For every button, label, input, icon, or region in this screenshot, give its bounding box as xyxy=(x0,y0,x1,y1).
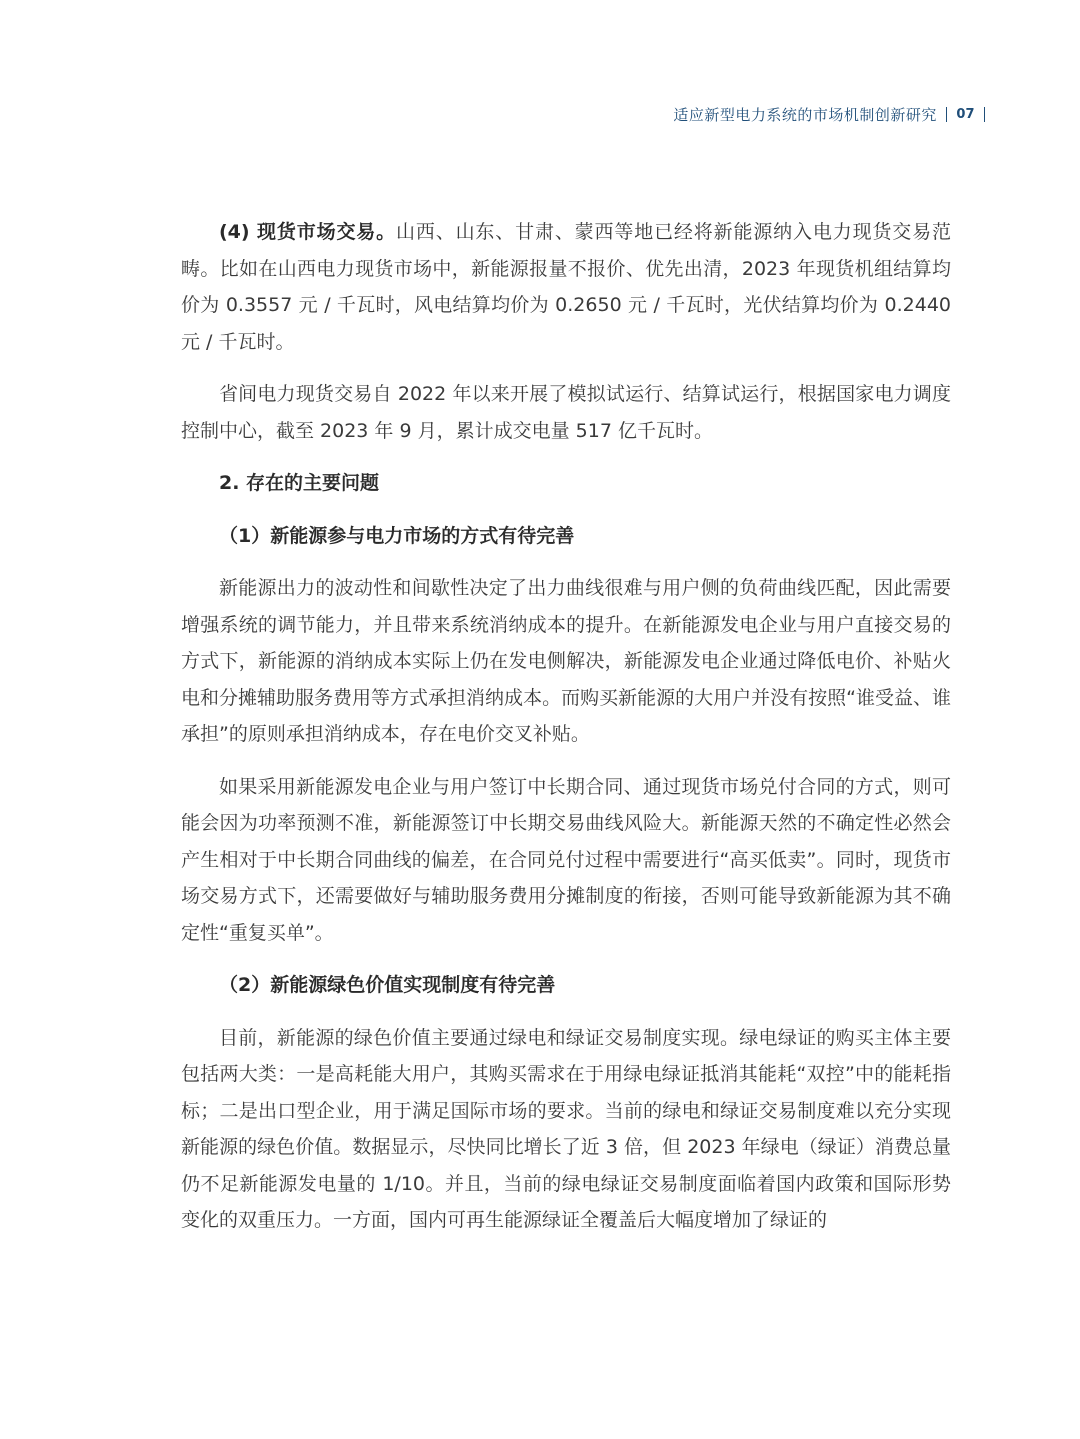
paragraph-long-term-contract: 如果采用新能源发电企业与用户签订中长期合同、通过现货市场兑付合同的方式，则可能会因为功率预测不准，新能源签订中长期交易曲线风险大。新能源天然的不确定性必然会产生相对于中长期合同曲线的偏差，在合同兑付过程中需要进行“高买低卖”。同时，现货市场交易方式下，还需要做好与辅助服务费用分摊制度的衔接，否则可能导致新能源为其不确定性“重复买单”。 xyxy=(181,775,951,944)
paragraph-green-value: 目前，新能源的绿色价值主要通过绿电和绿证交易制度实现。绿电绿证的购买主体主要包括两大类：一是高耗能大用户，其购买需求在于用绿电绿证抵消其能耗“双控”中的能耗指标；二是出口型企业，用于满足国际市场的要求。当前的绿电和绿证交易制度难以充分实现新能源的绿色价值。数据显示，尽快同比增长了近 3 倍，但 2023 年绿电（绿证）消费总量仍不足新能源发电量的 1/10。并且，当前的绿电绿证交易制度面临着国内政策和国际形势变化的双重压力。一方面，国内可再生能源绿证全覆盖后大幅度增加了绿证的 xyxy=(181,1026,951,1231)
header-divider-right xyxy=(984,107,986,122)
subsection-heading-2: （2）新能源绿色价值实现制度有待完善 xyxy=(219,974,556,996)
page-header xyxy=(673,104,994,125)
paragraph-text: 山西、山东、甘肃、蒙西等地已经将新能源纳入电力现货交易范畴。比如在山西电力现货市场中，新能源报量不报价、优先出清，2023 年现货机组结算均价为 0.3557 元 / 千瓦时，风电结算均价为 0.2650 元 / 千瓦时，光伏结算均价为 0.2440 元 / 千瓦时。 xyxy=(181,221,951,353)
page-number: 07 xyxy=(956,107,975,122)
paragraph-consumption-cost: 新能源出力的波动性和间歇性决定了出力曲线很难与用户侧的负荷曲线匹配，因此需要增强系统的调节能力，并且带来系统消纳成本的提升。在新能源发电企业与用户直接交易的方式下，新能源的消纳成本实际上仍在发电侧解决，新能源发电企业通过降低电价、补贴火电和分摊辅助服务费用等方式承担消纳成本。而购买新能源的大用户并没有按照“谁受益、谁承担”的原则承担消纳成本，存在电价交叉补贴。 xyxy=(181,577,951,745)
section-heading: 2. 存在的主要问题 xyxy=(219,472,380,494)
document-body xyxy=(181,214,951,1239)
document-title: 适应新型电力系统的市场机制创新研究 xyxy=(673,106,937,124)
header-divider-left xyxy=(946,107,948,122)
paragraph-interprovincial-spot: 省间电力现货交易自 2022 年以来开展了模拟试运行、结算试运行，根据国家电力调度控制中心，截至 2023 年 9 月，累计成交电量 517 亿千瓦时。 xyxy=(181,383,951,442)
subsection-heading-1: （1）新能源参与电力市场的方式有待完善 xyxy=(219,524,575,547)
paragraph-lead: (4) 现货市场交易。 xyxy=(219,221,397,243)
paragraph-spot-market xyxy=(181,214,951,360)
